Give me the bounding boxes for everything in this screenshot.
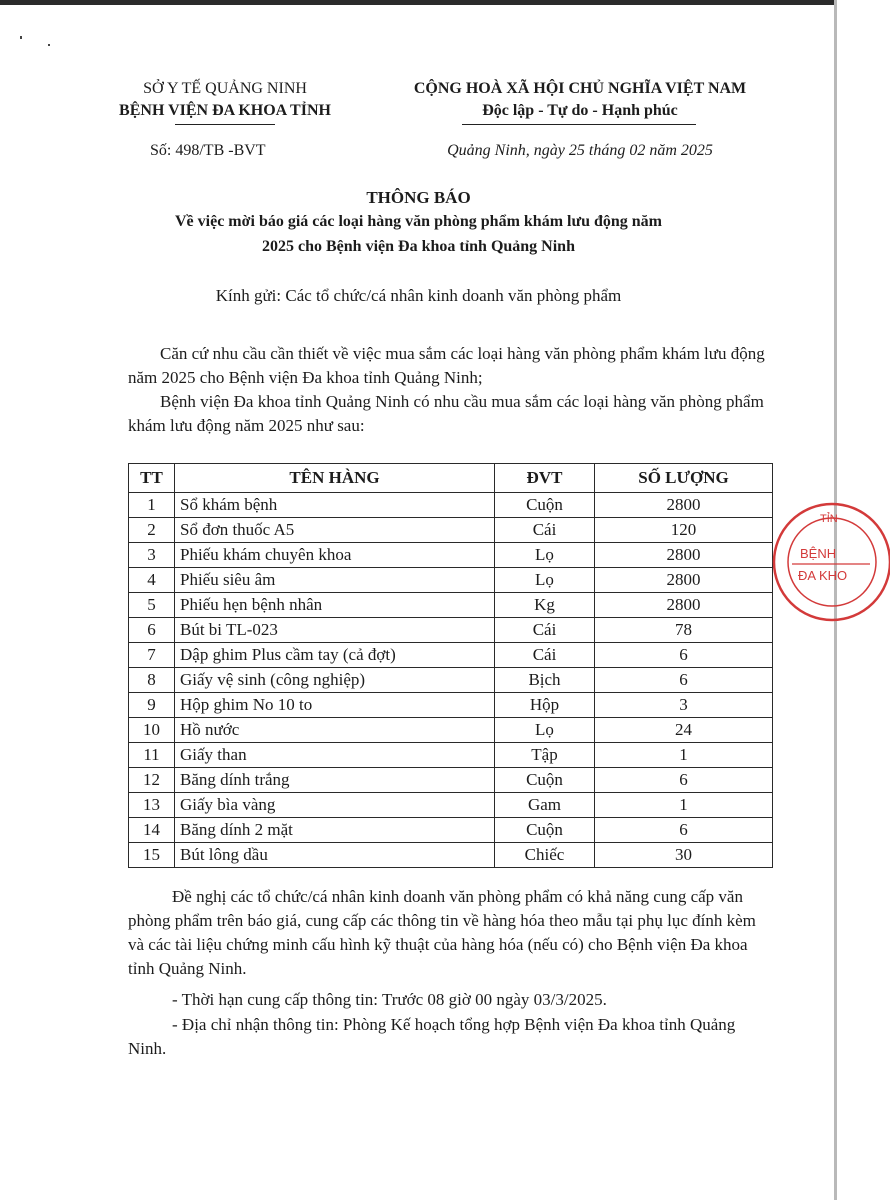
cell-quantity: 3 <box>595 693 773 718</box>
cell-tt: 5 <box>129 593 175 618</box>
cell-quantity: 1 <box>595 743 773 768</box>
cell-unit: Cái <box>495 618 595 643</box>
cell-unit: Cuộn <box>495 768 595 793</box>
cell-item-name: Dập ghim Plus cầm tay (cả đợt) <box>175 643 495 668</box>
table-row <box>129 743 773 768</box>
doc-number: Số: 498/TB -BVT <box>150 142 266 159</box>
cell-tt: 10 <box>129 718 175 743</box>
cell-item-name: Phiếu khám chuyên khoa <box>175 543 495 568</box>
cell-tt: 2 <box>129 518 175 543</box>
paragraph-basis: Căn cứ nhu cầu cần thiết về việc mua sắm các loại hàng văn phòng phẩm khám lưu động năm 2025 cho Bệnh viện Đa khoa tỉnh Quảng Ninh; <box>128 344 765 387</box>
cell-tt: 12 <box>129 768 175 793</box>
doc-date: Quảng Ninh, ngày 25 tháng 02 năm 2025 <box>447 142 713 159</box>
cell-quantity: 6 <box>595 818 773 843</box>
cell-tt: 3 <box>129 543 175 568</box>
header-tt: TT <box>129 464 175 493</box>
nation-line-2: Độc lập - Tự do - Hạnh phúc <box>482 102 678 119</box>
paragraph-request: Đề nghị các tổ chức/cá nhân kinh doanh văn phòng phẩm có khả năng cung cấp văn phòng phẩm trên báo giá, cung cấp các thông tin về hàng hóa theo mẫu tại phụ lục đính kèm và các tài liệu chứng minh cấu hình kỹ thuật của hàng hóa (nếu có) cho Bệnh viện Đa khoa tỉnh Quảng Ninh. <box>128 887 756 978</box>
cell-item-name: Giấy vệ sinh (công nghiệp) <box>175 668 495 693</box>
cell-quantity: 2800 <box>595 568 773 593</box>
org-line-1: SỞ Y TẾ QUẢNG NINH <box>143 80 307 97</box>
header-item-name: TÊN HÀNG <box>175 464 495 493</box>
org-underline <box>175 124 275 125</box>
header-quantity: SỐ LƯỢNG <box>595 464 773 493</box>
cell-quantity: 6 <box>595 668 773 693</box>
cell-tt: 6 <box>129 618 175 643</box>
scan-speck <box>48 44 50 46</box>
org-line-2: BỆNH VIỆN ĐA KHOA TỈNH <box>119 102 331 119</box>
cell-item-name: Băng dính trắng <box>175 768 495 793</box>
paragraph-need: Bệnh viện Đa khoa tỉnh Quảng Ninh có nhu cầu mua sắm các loại hàng văn phòng phẩm khám lưu động năm 2025 như sau: <box>128 392 764 435</box>
table-row <box>129 843 773 868</box>
cell-unit: Hộp <box>495 693 595 718</box>
table-row <box>129 768 773 793</box>
cell-quantity: 2800 <box>595 493 773 518</box>
cell-item-name: Hồ nước <box>175 718 495 743</box>
cell-quantity: 1 <box>595 793 773 818</box>
table-row <box>129 543 773 568</box>
table-row <box>129 668 773 693</box>
scan-top-edge <box>0 0 837 5</box>
table-row <box>129 618 773 643</box>
cell-unit: Tập <box>495 743 595 768</box>
table-row <box>129 793 773 818</box>
cell-item-name: Phiếu siêu âm <box>175 568 495 593</box>
seal-text-top: TỈN <box>820 513 838 525</box>
cell-quantity: 78 <box>595 618 773 643</box>
cell-quantity: 120 <box>595 518 773 543</box>
doc-subtitle-line-2: 2025 cho Bệnh viện Đa khoa tỉnh Quảng Ninh <box>262 238 575 255</box>
nation-line-1: CỘNG HOÀ XÃ HỘI CHỦ NGHĨA VIỆT NAM <box>413 80 747 97</box>
table-header-row <box>129 464 773 493</box>
cell-quantity: 24 <box>595 718 773 743</box>
cell-quantity: 6 <box>595 643 773 668</box>
cell-unit: Lọ <box>495 568 595 593</box>
cell-item-name: Bút bi TL-023 <box>175 618 495 643</box>
doc-subtitle-line-1: Về việc mời báo giá các loại hàng văn phòng phẩm khám lưu động năm <box>175 213 662 230</box>
cell-quantity: 30 <box>595 843 773 868</box>
cell-unit: Gam <box>495 793 595 818</box>
cell-unit: Kg <box>495 593 595 618</box>
table-row <box>129 693 773 718</box>
paragraph-deadline: - Thời hạn cung cấp thông tin: Trước 08 giờ 00 ngày 03/3/2025. <box>172 990 607 1009</box>
paragraph-address: - Địa chỉ nhận thông tin: Phòng Kế hoạch tổng hợp Bệnh viện Đa khoa tỉnh Quảng Ninh. <box>128 1015 736 1058</box>
greeting: Kính gửi: Các tổ chức/cá nhân kinh doanh văn phòng phẩm <box>215 286 622 305</box>
cell-tt: 1 <box>129 493 175 518</box>
cell-tt: 7 <box>129 643 175 668</box>
table-row <box>129 718 773 743</box>
cell-unit: Lọ <box>495 543 595 568</box>
table-row <box>129 568 773 593</box>
cell-tt: 11 <box>129 743 175 768</box>
cell-tt: 13 <box>129 793 175 818</box>
hospital-seal-stamp <box>770 490 890 640</box>
cell-tt: 14 <box>129 818 175 843</box>
cell-item-name: Sổ đơn thuốc A5 <box>175 518 495 543</box>
cell-tt: 8 <box>129 668 175 693</box>
cell-quantity: 6 <box>595 768 773 793</box>
cell-quantity: 2800 <box>595 543 773 568</box>
table-row <box>129 593 773 618</box>
cell-tt: 15 <box>129 843 175 868</box>
table-row <box>129 818 773 843</box>
cell-quantity: 2800 <box>595 593 773 618</box>
header-unit: ĐVT <box>495 464 595 493</box>
seal-text-line-2: ĐA KHO <box>798 568 848 583</box>
items-table <box>128 463 773 868</box>
cell-unit: Chiếc <box>495 843 595 868</box>
cell-tt: 9 <box>129 693 175 718</box>
scan-speck <box>20 36 22 39</box>
cell-item-name: Bút lông dầu <box>175 843 495 868</box>
cell-item-name: Sổ khám bệnh <box>175 493 495 518</box>
nation-underline <box>462 124 696 125</box>
cell-unit: Lọ <box>495 718 595 743</box>
table-row <box>129 518 773 543</box>
cell-item-name: Giấy bìa vàng <box>175 793 495 818</box>
cell-unit: Cuộn <box>495 818 595 843</box>
cell-unit: Cái <box>495 518 595 543</box>
seal-text-line-1: BỆNH <box>800 546 837 561</box>
doc-title: THÔNG BÁO <box>366 188 471 207</box>
table-row <box>129 643 773 668</box>
cell-item-name: Hộp ghim No 10 to <box>175 693 495 718</box>
cell-item-name: Băng dính 2 mặt <box>175 818 495 843</box>
cell-item-name: Phiếu hẹn bệnh nhân <box>175 593 495 618</box>
cell-tt: 4 <box>129 568 175 593</box>
seal-inner-ring <box>788 518 876 606</box>
cell-unit: Bịch <box>495 668 595 693</box>
cell-unit: Cái <box>495 643 595 668</box>
cell-unit: Cuộn <box>495 493 595 518</box>
cell-item-name: Giấy than <box>175 743 495 768</box>
table-row <box>129 493 773 518</box>
